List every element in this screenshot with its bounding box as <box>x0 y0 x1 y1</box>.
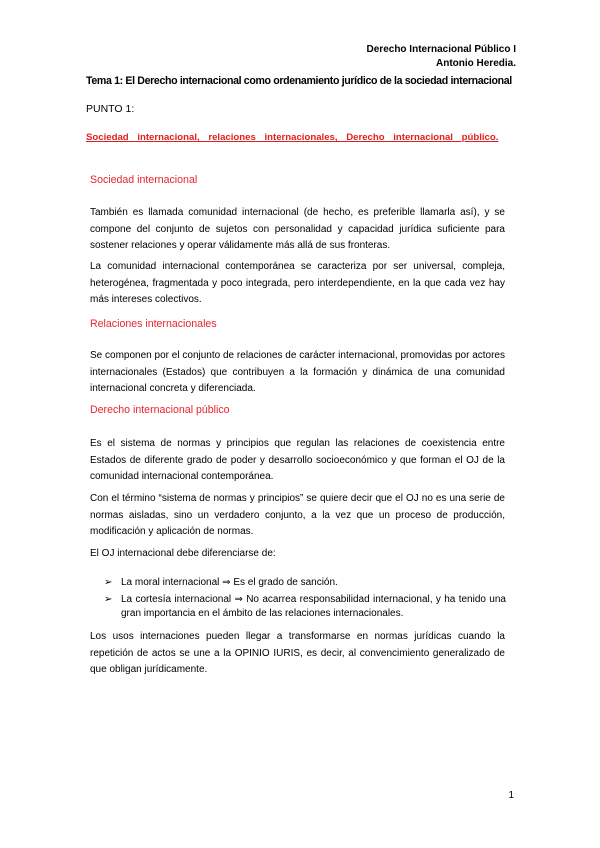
arrow-bullet-icon: ➢ <box>104 594 113 605</box>
paragraph-sociedad-2: La comunidad internacional contemporánea se caracteriza por ser universal, compleja, heterogénea, fragmentada y poco integrada, pero interdependiente, en la que cada vez hay más intereses colectivos. <box>90 261 505 305</box>
page-header <box>367 43 516 71</box>
arrow-bullet-icon: ➢ <box>104 577 113 588</box>
list-item-text: La cortesía internacional ⇒ No acarrea responsabilidad internacional, y ha tenido una gran importancia en el ámbito de las relaciones internacionales. <box>121 594 506 619</box>
heading-sociedad: Sociedad internacional <box>90 174 198 186</box>
paragraph-sociedad-1: También es llamada comunidad internacional (de hecho, es preferible llamarla así), y se compone del conjunto de sujetos con personalidad y capacidad jurídica suficiente para sostener relaciones y operar válidamente más allá de sus fronteras. <box>90 207 505 251</box>
paragraph-derecho-2: Con el término “sistema de normas y principios” se quiere decir que el OJ no es una serie de normas aisladas, sino un verdadero conjunto, a la vez que un proceso de producción, modificación y aplicación de normas. <box>90 493 505 537</box>
page-number: 1 <box>508 790 514 801</box>
heading-derecho: Derecho internacional público <box>90 404 230 416</box>
distinction-list <box>104 576 506 621</box>
section-label: PUNTO 1: <box>86 103 135 115</box>
list-item-text: La moral internacional ⇒ Es el grado de sanción. <box>121 577 338 588</box>
topics-line: Sociedad internacional, relaciones internacionales, Derecho internacional público. <box>86 132 499 143</box>
header-course: Derecho Internacional Público I <box>366 44 516 55</box>
paragraph-relaciones-1: Se componen por el conjunto de relaciones de carácter internacional, promovidas por actores internacionales (Estados) que contribuyen a la formación y dinámica de una comunidad internacional concreta y diferenciada. <box>90 350 505 394</box>
paragraph-derecho-1: Es el sistema de normas y principios que regulan las relaciones de coexistencia entre Estados de diferente grado de poder y desarrollo socioeconómico y que forman el OJ de la comunidad internacional contemporánea. <box>90 438 505 482</box>
header-author: Antonio Heredia. <box>435 58 516 69</box>
heading-relaciones: Relaciones internacionales <box>90 318 217 330</box>
paragraph-derecho-4: Los usos internaciones pueden llegar a transformarse en normas jurídicas cuando la repetición de actos se une a la OPINIO IURIS, es decir, al convencimiento generalizado de que obligan jurídicamente. <box>90 631 505 675</box>
document-title: Tema 1: El Derecho internacional como ordenamiento jurídico de la sociedad internacional <box>86 75 512 87</box>
paragraph-derecho-3: El OJ internacional debe diferenciarse de: <box>90 548 276 559</box>
list-item <box>104 593 506 621</box>
list-item <box>104 576 506 590</box>
